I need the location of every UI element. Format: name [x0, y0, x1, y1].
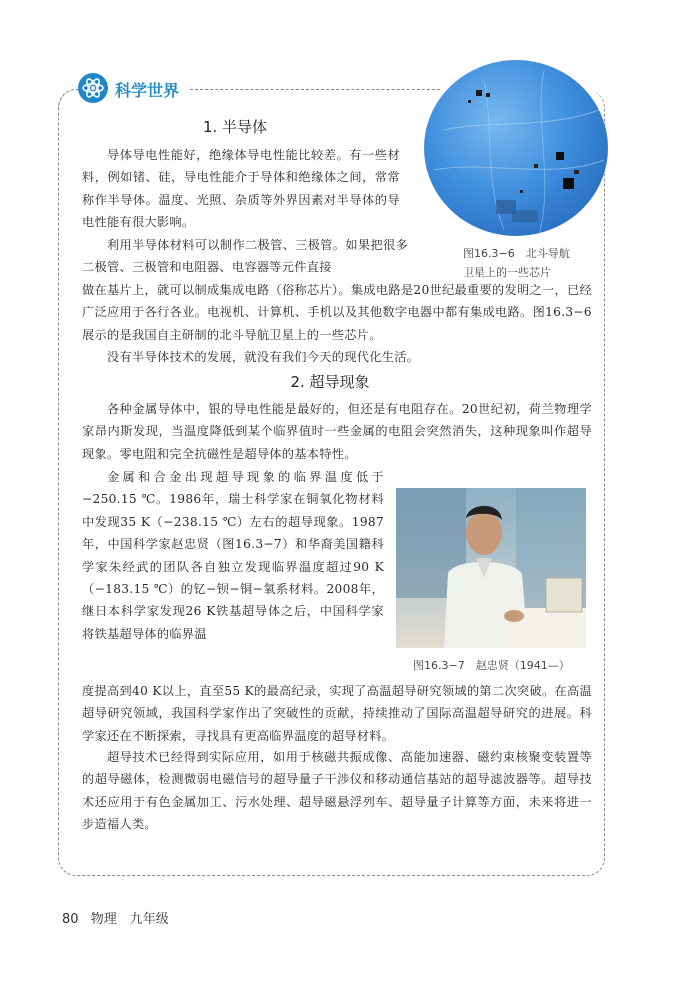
figure-caption-chip	[463, 244, 570, 282]
section2-para4: 超导技术已经得到实际应用，如用于核磁共振成像、高能加速器、磁约束核聚变装置等的超导磁体，检测微弱电磁信号的超导量子干涉仪和移动通信基站的超导滤波器等。超导技术还应用于有色金属加工、污水处理、超导磁悬浮列车、超导量子计算等方面，未来将进一步造福人类。	[82, 750, 592, 832]
section-label: 科学世界	[115, 81, 180, 100]
section1-para4: 没有半导体技术的发展，就没有我们今天的现代化生活。	[107, 350, 420, 364]
subject-label: 物理 九年级	[90, 912, 169, 927]
figure-caption-scientist: 图16.3−7 赵忠贤（1941—）	[413, 659, 570, 672]
section1-para3: 做在基片上，就可以制成集成电路（俗称芯片）。集成电路是20世纪最重要的发明之一，已经广泛应用于各行各业。电视机、计算机、手机以及其他数字电器中都有集成电路。图16.3−6展示的是我国自主研制的北斗导航卫星上的一些芯片。	[82, 283, 592, 342]
section1-para2: 利用半导体材料可以制作二极管、三极管。如果把很多二极管、三极管和电阻器、电容器等元件直接	[82, 238, 408, 275]
atom-icon	[78, 73, 108, 103]
page-footer	[62, 908, 169, 927]
scientist-photo	[396, 488, 586, 648]
section2-para2: 金属和合金出现超导现象的临界温度低于−250.15 ℃。1986年，瑞士科学家在铜氧化物材料中发现35 K（−238.15 ℃）左右的超导现象。1987年，中国科学家赵忠贤（图16.3−7）和华裔美国籍科学家朱经武的团队各自独立发现临界温度超过90 K（−183.15 ℃）的钇−钡−铜−氧系材料。2008年，继日本科学家发现26 K铁基超导体之后，中国科学家将铁基超导体的临界温	[82, 470, 384, 641]
figure-caption-line1: 图16.3−6 北斗导航	[463, 247, 570, 260]
section1-para1: 导体导电性能好，绝缘体导电性能比较差。有一些材料，例如锗、硅，导电性能介于导体和绝缘体之间，常常称作半导体。温度、光照、杂质等外界因素对半导体的导电性能有很大影响。	[82, 148, 400, 230]
section2-heading: 2. 超导现象	[290, 373, 370, 391]
chip-photo	[424, 60, 608, 236]
section1-heading: 1. 半导体	[202, 118, 268, 136]
figure-caption-line2: 卫星上的一些芯片	[463, 266, 551, 279]
section2-para1: 各种金属导体中，银的导电性能是最好的，但还是有电阻存在。20世纪初，荷兰物理学家昂内斯发现，当温度降低到某个临界值时一些金属的电阻会突然消失，这种现象叫作超导现象。零电阻和完全抗磁性是超导体的基本特性。	[82, 402, 592, 461]
section2-para3: 度提高到40 K以上，直至55 K的最高纪录，实现了高温超导研究领域的第二次突破。在高温超导研究领域，我国科学家作出了突破性的贡献，持续推动了国际高温超导研究的进展。科学家还在不断探索，寻找具有更高临界温度的超导材料。	[82, 684, 592, 743]
page-number: 80	[62, 912, 79, 927]
